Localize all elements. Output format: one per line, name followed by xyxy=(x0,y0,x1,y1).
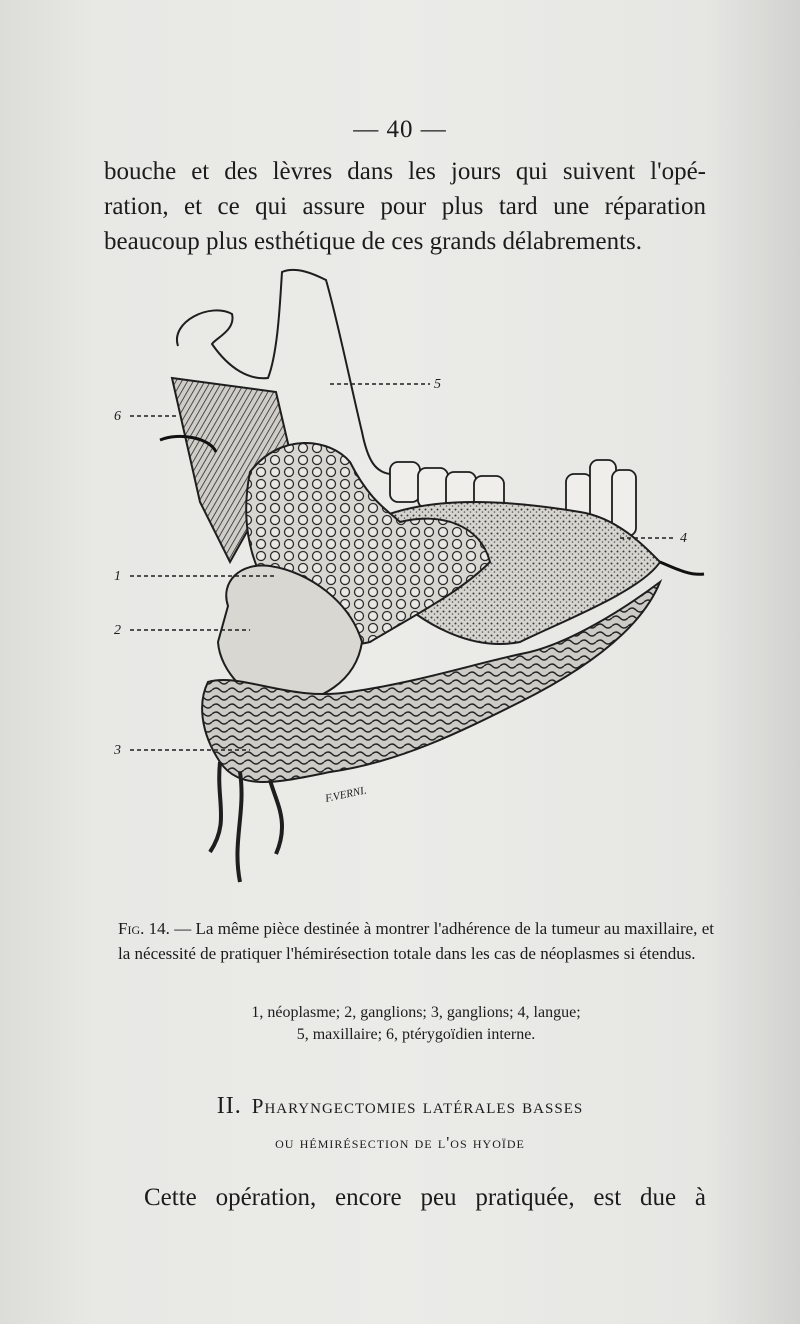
intro-paragraph xyxy=(104,154,706,259)
section-heading xyxy=(0,1093,800,1120)
legend-line-1: 1, néoplasme; 2, ganglions; 3, ganglions; 4, langue; xyxy=(251,1004,581,1021)
legend-line-2: 5, maxillaire; 6, ptérygoïdien interne. xyxy=(296,1026,536,1043)
label-6: 6 xyxy=(114,409,121,424)
label-2: 2 xyxy=(114,623,121,638)
page-number: — 40 — xyxy=(353,116,447,143)
closing-paragraph xyxy=(104,1180,706,1215)
closing-line: Cette opération, encore peu pratiquée, est due à xyxy=(144,1184,706,1211)
figure-caption xyxy=(118,916,714,966)
figure-legend xyxy=(118,1002,714,1046)
label-3: 3 xyxy=(114,743,121,758)
caption-text: — La même pièce destinée à montrer l'adhérence de la tumeur au maxillaire, et la nécessité de pratiquer l'hémirésection totale dans les cas de néoplasmes si étendus. xyxy=(118,919,714,963)
label-4: 4 xyxy=(680,531,687,546)
section-subheading: ou hémirésection de l'os hyoïde xyxy=(275,1133,525,1152)
intro-line-3: beaucoup plus esthétique de ces grands délabrements. xyxy=(104,228,643,255)
caption-fig-label: Fig. 14. xyxy=(118,919,170,938)
intro-line-1: bouche et des lèvres dans les jours qui suivent l'opé- xyxy=(104,158,706,185)
intro-line-2: ration, et ce qui assure pour plus tard une réparation xyxy=(104,193,706,220)
figure-illustration xyxy=(100,262,720,902)
section-numeral: II. xyxy=(216,1093,242,1119)
anatomical-figure xyxy=(100,262,720,902)
section-title-line-1: Pharyngectomies latérales basses xyxy=(251,1094,584,1118)
label-1: 1 xyxy=(114,569,121,584)
artist-signature: F.VERNI. xyxy=(324,784,368,805)
label-5: 5 xyxy=(434,377,441,392)
